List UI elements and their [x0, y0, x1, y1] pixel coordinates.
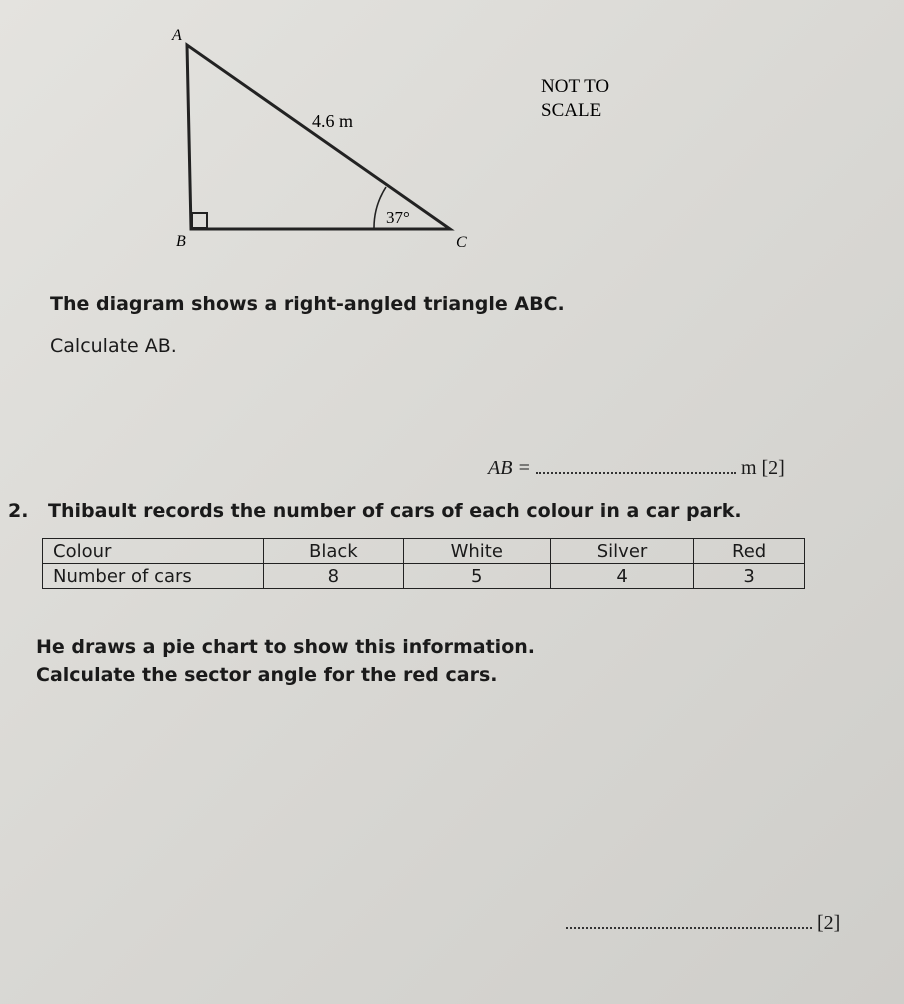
table-cell: 8 — [264, 564, 404, 589]
answer-label: AB = — [488, 457, 531, 479]
unit: m — [740, 457, 757, 479]
answer-field[interactable] — [536, 472, 736, 474]
q2-text: Thibault records the number of cars of each colour in a car park. — [48, 500, 742, 522]
marks: [2] — [761, 457, 785, 479]
cars-table — [42, 538, 805, 589]
marks: [2] — [817, 912, 841, 934]
table-cell: Colour — [43, 539, 264, 564]
table-header-row — [43, 539, 805, 564]
table-cell: Number of cars — [43, 564, 264, 589]
not-to-scale-2: SCALE — [541, 100, 602, 121]
q2-answer-line — [566, 912, 840, 935]
table-cell: Silver — [550, 539, 693, 564]
q2-line2: Calculate the sector angle for the red cars. — [36, 664, 498, 686]
q2-line1: He draws a pie chart to show this information. — [36, 636, 535, 658]
q1-instruction: Calculate AB. — [50, 335, 177, 357]
vertex-c: C — [456, 234, 467, 251]
q1-answer-line — [488, 457, 785, 480]
q2-number: 2. — [8, 500, 29, 522]
table-row — [43, 564, 805, 589]
angle-arc — [374, 187, 386, 229]
table-cell: Black — [264, 539, 404, 564]
table-cell: 4 — [550, 564, 693, 589]
table-cell: 3 — [694, 564, 805, 589]
hypotenuse-label: 4.6 m — [312, 111, 354, 131]
triangle-diagram — [0, 0, 904, 300]
vertex-a: A — [172, 27, 182, 44]
right-angle-marker — [192, 213, 207, 228]
q1-text: The diagram shows a right-angled triangle ABC. — [50, 293, 565, 315]
triangle-abc — [187, 45, 450, 229]
table-cell: Red — [694, 539, 805, 564]
not-to-scale-1: NOT TO — [541, 76, 610, 97]
table-cell: White — [403, 539, 550, 564]
answer-field[interactable] — [566, 927, 812, 929]
table-cell: 5 — [403, 564, 550, 589]
angle-label: 37° — [386, 208, 410, 227]
vertex-b: B — [176, 233, 186, 250]
